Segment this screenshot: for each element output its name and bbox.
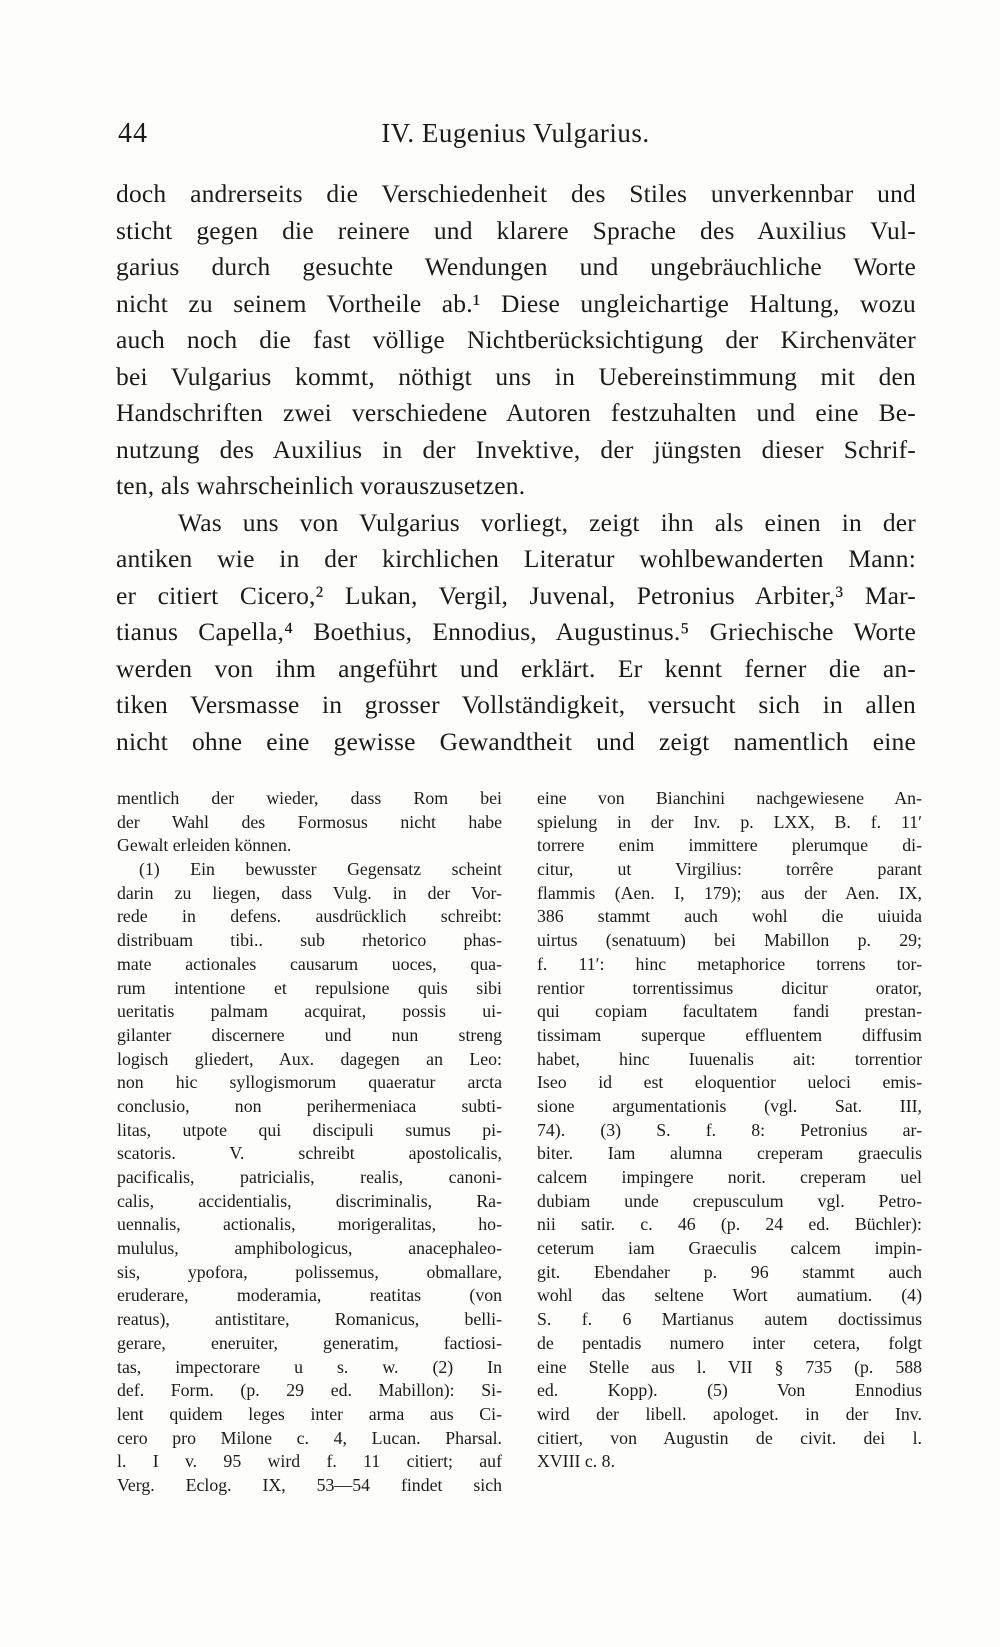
footnote-line: non hic syllogismorum quaeratur arcta — [117, 1072, 502, 1093]
footnote-line: eruderare, moderamia, reatitas (von — [117, 1285, 502, 1306]
footnote-line: nii satir. c. 46 (p. 24 ed. Büchler): — [537, 1214, 922, 1235]
footnote-line: uennalis, actionalis, morigeralitas, ho- — [117, 1214, 502, 1235]
footnote-line: Gewalt erleiden können. — [117, 835, 292, 856]
footnote-line: spielung in der Inv. p. LXX, B. f. 11ʹ — [537, 811, 922, 832]
main-text-line: er citiert Cicero,² Lukan, Vergil, Juvenal, Petronius Arbiter,³ Mar- — [116, 580, 916, 610]
footnote-line: Verg. Eclog. IX, 53—54 findet sich — [117, 1474, 502, 1495]
footnote-line: ueritatis palmam acquirat, possis ui- — [117, 1001, 502, 1022]
main-text-line: nutzung des Auxilius in der Invektive, der jüngsten dieser Schrif- — [116, 434, 916, 464]
footnote-line: S. f. 6 Martianus autem doctissimus — [537, 1309, 922, 1330]
footnote-line: dubiam unde crepusculum vgl. Petro- — [537, 1190, 922, 1211]
footnote-line: gerare, eneruiter, generatim, factiosi- — [117, 1332, 502, 1353]
footnote-line: rentior torrentissimus dicitur orator, — [537, 977, 922, 998]
footnote-line: ceterum iam Graeculis calcem impin- — [537, 1238, 922, 1259]
footnote-line: Iseo id est eloquentior ueloci emis- — [537, 1072, 922, 1093]
footnote-line: l. I v. 95 wird f. 11 citiert; auf — [117, 1451, 502, 1472]
footnote-line: de pentadis numero inter cetera, folgt — [537, 1332, 922, 1353]
footnote-line: distribuam tibi.. sub rhetorico phas- — [117, 930, 502, 951]
footnotes-left-column — [117, 787, 502, 1498]
page-number: 44 — [118, 118, 148, 149]
footnote-line: qui copiam facultatem fandi prestan- — [537, 1001, 922, 1022]
footnotes-right-column — [537, 787, 922, 1474]
main-text-line: tiken Versmasse in grosser Vollständigkeit, versucht sich in allen — [116, 690, 916, 719]
footnote-line: gilanter discernere und nun streng — [117, 1024, 502, 1045]
footnote-line: pacificalis, patricialis, realis, canoni- — [117, 1167, 502, 1187]
footnote-line: rum intentione et repulsione quis sibi — [117, 977, 502, 998]
main-text-line: ten, als wahrscheinlich vorauszusetzen. — [116, 471, 526, 500]
footnote-line: mululus, amphibologicus, anacephaleo- — [117, 1238, 502, 1259]
main-text-line: nicht ohne eine gewisse Gewandtheit und zeigt namentlich eine — [116, 726, 916, 756]
footnote-line: uirtus (senatuum) bei Mabillon p. 29; — [537, 930, 922, 951]
footnote-line: reatus), antistitare, Romanicus, belli- — [117, 1309, 502, 1330]
main-text-line: garius durch gesuchte Wendungen und ungebräuchliche Worte — [116, 252, 916, 281]
main-text-line: nicht zu seinem Vortheile ab.¹ Diese ungleichartige Haltung, wozu — [116, 288, 916, 318]
page-header — [118, 118, 913, 158]
footnote-line: cero pro Milone c. 4, Lucan. Pharsal. — [117, 1427, 502, 1448]
footnote-line: tas, impectorare u s. w. (2) In — [117, 1356, 502, 1377]
footnote-line: biter. Iam alumna creperam graeculis — [537, 1143, 922, 1164]
footnote-line: tissimam superque effluentem diffusim — [537, 1024, 922, 1045]
footnote-line: logisch gliedert, Aux. dagegen an Leo: — [117, 1048, 502, 1069]
footnote-line: mate actionales causarum uoces, qua- — [117, 953, 502, 974]
footnote-line: calis, accidentialis, discriminalis, Ra- — [117, 1190, 502, 1211]
footnote-line: ed. Kopp). (5) Von Ennodius — [537, 1380, 922, 1401]
main-text-line: Was uns von Vulgarius vorliegt, zeigt ihn als einen in der — [178, 507, 916, 537]
main-text-line: bei Vulgarius kommt, nöthigt uns in Uebereinstimmung mit den — [116, 361, 916, 391]
footnote-line: git. Ebendaher p. 96 stammt auch — [537, 1261, 922, 1282]
running-head: IV. Eugenius Vulgarius. — [381, 118, 650, 148]
footnote-line: darin zu liegen, dass Vulg. in der Vor- — [117, 882, 502, 903]
footnote-line: eine Stelle aus l. VII § 735 (p. 588 — [537, 1356, 922, 1377]
footnote-line: conclusio, non perihermeniaca subti- — [117, 1095, 502, 1116]
footnote-line: sis, ypofora, polissemus, obmallare, — [117, 1261, 502, 1282]
footnote-line: flammis (Aen. I, 179); aus der Aen. IX, — [537, 882, 922, 903]
footnote-line: 386 stammt auch wohl die uiuida — [537, 906, 922, 927]
footnote-line: rede in defens. ausdrücklich schreibt: — [117, 906, 502, 927]
main-text-block — [116, 176, 916, 760]
footnote-line: XVIII c. 8. — [537, 1451, 616, 1472]
footnote-line: scatoris. V. schreibt apostolicalis, — [117, 1143, 502, 1164]
main-text-line: tianus Capella,⁴ Boethius, Ennodius, Augustinus.⁵ Griechische Worte — [116, 617, 916, 646]
main-text-line: werden von ihm angeführt und erklärt. Er kennt ferner die an- — [116, 653, 916, 683]
main-text-line: antiken wie in der kirchlichen Literatur wohlbewanderten Mann: — [116, 544, 916, 573]
main-text-line: sticht gegen die reinere und klarere Sprache des Auxilius Vul- — [116, 215, 916, 245]
footnote-line: wohl das seltene Wort aumatium. (4) — [537, 1285, 922, 1306]
footnote-line: torrere enim immittere plerumque di- — [537, 835, 922, 856]
footnote-line: wird der libell. apologet. in der Inv. — [537, 1403, 922, 1424]
main-text-line: auch noch die fast völlige Nichtberücksichtigung der Kirchenväter — [116, 325, 916, 354]
footnote-line: citur, ut Virgilius: torrêre parant — [537, 859, 922, 880]
footnote-line: eine von Bianchini nachgewiesene An- — [537, 788, 922, 808]
footnote-line: 74). (3) S. f. 8: Petronius ar- — [537, 1119, 922, 1140]
footnote-line: f. 11ʹ: hinc metaphorice torrens tor- — [537, 953, 922, 974]
main-text-line: Handschriften zwei verschiedene Autoren festzuhalten und eine Be- — [116, 398, 916, 427]
footnote-line: lent quidem leges inter arma aus Ci- — [117, 1403, 502, 1424]
footnote-line: calcem impingere norit. creperam uel — [537, 1167, 922, 1187]
main-text-line: doch andrerseits die Verschiedenheit des Stiles unverkennbar und — [116, 179, 916, 208]
footnote-line: der Wahl des Formosus nicht habe — [117, 811, 502, 832]
footnote-line: def. Form. (p. 29 ed. Mabillon): Si- — [117, 1380, 502, 1401]
footnote-line: sione argumentationis (vgl. Sat. III, — [537, 1095, 922, 1116]
footnote-line: citiert, von Augustin de civit. dei l. — [537, 1427, 922, 1448]
footnote-line: mentlich der wieder, dass Rom bei — [117, 788, 502, 808]
footnote-line: habet, hinc Iuuenalis ait: torrentior — [537, 1048, 922, 1069]
footnote-line: (1) Ein bewusster Gegensatz scheint — [139, 859, 502, 880]
footnote-line: litas, utpote qui discipuli sumus pi- — [117, 1119, 502, 1140]
